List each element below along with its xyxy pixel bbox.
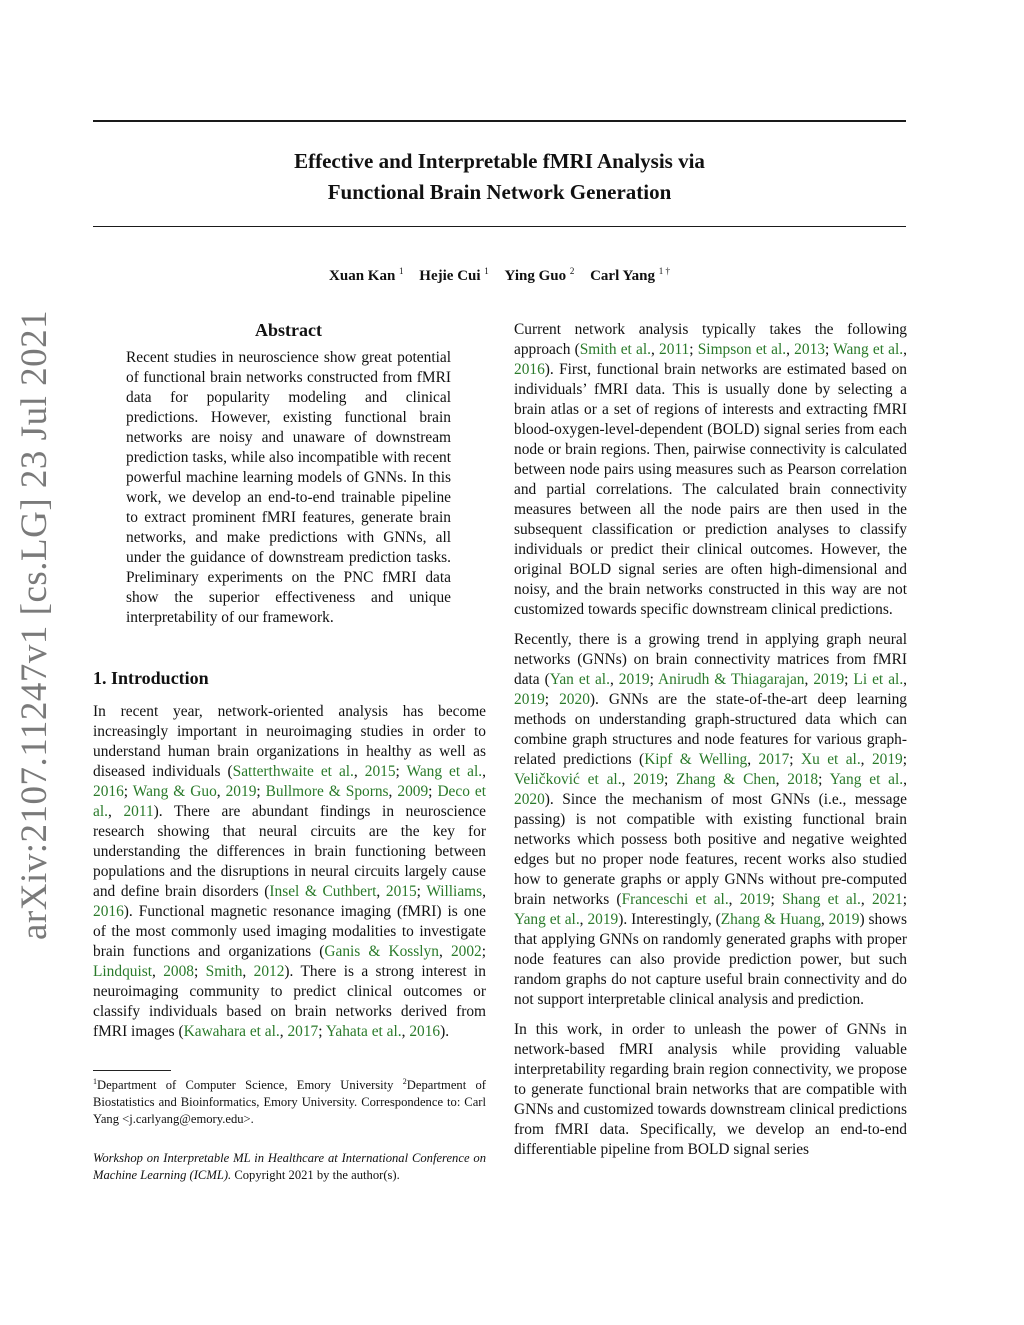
- text-run: ;: [902, 751, 907, 768]
- citation-link[interactable]: 2016: [93, 783, 124, 800]
- footnote-affiliation-2: Department of Biostatistics and Bioinformatics, Emory University. Correspondence to: Carl Yang <j.carlyang@emory.edu>.: [93, 1078, 486, 1127]
- text-run: ;: [194, 963, 206, 980]
- text-run: In recent year, network-oriented analysis has become increasingly important in neuroimaging studies in order to understand human brain organizations in healthy as well as diseased individuals (: [93, 703, 486, 780]
- text-run: ;: [789, 751, 801, 768]
- author: [329, 268, 404, 284]
- citation-link[interactable]: Xu et al.: [800, 751, 861, 768]
- right-column-text: [514, 320, 907, 1160]
- citation-link[interactable]: 2017: [287, 1023, 319, 1040]
- text-run: ,: [860, 891, 872, 908]
- text-run: ).: [440, 1023, 450, 1040]
- citation-link[interactable]: 2019: [514, 691, 545, 708]
- citation-link[interactable]: Yahata et al.: [325, 1023, 402, 1040]
- citation-link[interactable]: 2008: [163, 963, 194, 980]
- citation-link[interactable]: Yan et al.: [549, 671, 610, 688]
- citation-link[interactable]: Wang et al.: [833, 341, 904, 358]
- text-run: ;: [544, 691, 560, 708]
- text-run: ;: [416, 883, 427, 900]
- workshop-notice: [93, 1150, 486, 1184]
- text-run: ,: [107, 803, 124, 820]
- text-run: ;: [664, 771, 677, 788]
- text-run: ,: [438, 943, 451, 960]
- body-paragraph: [514, 630, 907, 1010]
- text-run: ,: [152, 963, 164, 980]
- footnote-rule: [93, 1070, 171, 1071]
- text-run: ). GNNs are the state-of-the-art deep learning methods on understanding graph-structured data which can combine graph structures and node features for various graph-related predictions (: [514, 691, 907, 768]
- citation-link[interactable]: 2020: [514, 791, 545, 808]
- author-affiliation: 1: [484, 266, 489, 276]
- citation-link[interactable]: Simpson et al.: [697, 341, 787, 358]
- citation-link[interactable]: 2002: [450, 943, 482, 960]
- author: [505, 268, 575, 284]
- citation-link[interactable]: Bullmore & Sporns: [265, 783, 389, 800]
- arxiv-identifier: arXiv:2107.11247v1 [cs.LG] 23 Jul 2021: [14, 309, 55, 940]
- copyright-notice: Copyright 2021 by the author(s).: [231, 1168, 400, 1182]
- introduction-text: [93, 702, 486, 1042]
- text-run: ). Interestingly, (: [618, 911, 721, 928]
- text-run: ,: [621, 771, 634, 788]
- affiliation-footnote: [93, 1073, 486, 1128]
- text-run: ,: [903, 671, 908, 688]
- citation-link[interactable]: 2019: [871, 751, 903, 768]
- citation-link[interactable]: Yang et al.: [514, 911, 580, 928]
- author: [419, 268, 489, 284]
- text-run: ;: [824, 341, 834, 358]
- citation-link[interactable]: 2019: [587, 911, 619, 928]
- text-run: Recently, there is a growing trend in applying graph neural networks (GNNs) on brain connectivity matrices from fMRI data (: [514, 631, 907, 688]
- citation-link[interactable]: Anirudh & Thiagarajan: [658, 671, 805, 688]
- citation-link[interactable]: 2020: [559, 691, 590, 708]
- intro-paragraph: [93, 702, 486, 1042]
- text-run: ;: [649, 671, 659, 688]
- author-list: [93, 260, 906, 287]
- citation-link[interactable]: Li et al.: [853, 671, 904, 688]
- citation-link[interactable]: 2019: [739, 891, 771, 908]
- section-heading-introduction: 1. Introduction: [93, 668, 209, 688]
- title-line-2: Functional Brain Network Generation: [327, 180, 672, 204]
- citation-link[interactable]: Franceschi et al.: [621, 891, 729, 908]
- text-run: ,: [903, 771, 907, 788]
- citation-link[interactable]: Insel & Cuthbert: [269, 883, 377, 900]
- text-run: ,: [747, 751, 759, 768]
- citation-link[interactable]: 2011: [659, 341, 690, 358]
- text-run: ) shows that applying GNNs on randomly generated graphs with proper node features can also provide prediction power, but such random graphs do not capture useful brain connectivity and do not support interpretable clinical analysis and prediction.: [514, 911, 907, 1008]
- citation-link[interactable]: Smith et al.: [579, 341, 651, 358]
- citation-link[interactable]: Smith: [205, 963, 243, 980]
- text-run: ,: [650, 341, 660, 358]
- abstract-heading: Abstract: [255, 320, 322, 340]
- text-run: ;: [395, 763, 407, 780]
- footnote-affiliation-1: Department of Computer Science, Emory University: [97, 1078, 403, 1093]
- citation-link[interactable]: Wang et al.: [406, 763, 483, 780]
- footnote-mark: 1: [93, 1077, 97, 1086]
- title-rule-top: [93, 120, 906, 122]
- author-affiliation: 2: [569, 266, 575, 276]
- citation-link[interactable]: 2019: [813, 671, 845, 688]
- citation-link[interactable]: 2019: [633, 771, 665, 788]
- citation-link[interactable]: 2018: [787, 771, 819, 788]
- text-run: ,: [242, 963, 254, 980]
- citation-link[interactable]: 2021: [871, 891, 903, 908]
- author-affiliation: 1: [399, 266, 404, 276]
- citation-link[interactable]: 2013: [794, 341, 825, 358]
- text-run: ,: [401, 1023, 410, 1040]
- text-run: ;: [481, 943, 486, 960]
- text-run: In this work, in order to unleash the power of GNNs in network-based fMRI analysis while providing valuable interpretability regarding brain region connectivity, we propose to generate functional brain networks that are compatible with GNNs and customized towards downstream clinical predictions from fMRI data. Specifically, we develop an end-to-end differentiable pipeline from BOLD signal series: [514, 1021, 907, 1158]
- citation-link[interactable]: 2011: [123, 803, 154, 820]
- author: [590, 268, 670, 284]
- title-rule-bottom: [93, 226, 906, 227]
- citation-link[interactable]: Satterthwaite et al.: [232, 763, 354, 780]
- text-run: ,: [482, 883, 486, 900]
- text-run: ,: [376, 883, 386, 900]
- citation-link[interactable]: Zhang & Chen: [676, 771, 776, 788]
- citation-link[interactable]: Wang & Guo: [132, 783, 217, 800]
- citation-link[interactable]: 2017: [758, 751, 790, 768]
- title-line-1: Effective and Interpretable fMRI Analysis via: [294, 149, 705, 173]
- citation-link[interactable]: 2016: [514, 361, 545, 378]
- text-run: ,: [388, 783, 398, 800]
- text-run: ;: [844, 671, 854, 688]
- text-run: ;: [818, 771, 830, 788]
- citation-link[interactable]: Williams: [426, 883, 483, 900]
- abstract-text: [126, 348, 451, 628]
- text-run: ). Functional magnetic resonance imaging (fMRI) is one of the most commonly used imaging modalities to investigate brain functions and organizations (: [93, 903, 486, 960]
- text-run: ,: [860, 751, 872, 768]
- citation-link[interactable]: Kipf & Welling: [644, 751, 748, 768]
- author-name: Xuan Kan: [329, 268, 396, 284]
- text-run: ,: [786, 341, 795, 358]
- body-paragraph: [514, 320, 907, 620]
- text-run: ,: [804, 671, 814, 688]
- text-run: ,: [279, 1023, 288, 1040]
- citation-link[interactable]: Zhang & Huang: [720, 911, 821, 928]
- text-run: ). There is a strong interest in neuroimaging community to predict clinical outcomes or classify individuals based on brain networks derived from fMRI images (: [93, 963, 487, 1040]
- text-run: ). Since the mechanism of most GNNs (i.e., message passing) is not compatible with existing functional brain networks which possess both positive and negative weighted edges but no proper node features, recent works also studied how to generate graphs or apply GNNs without pre-computed brain networks (: [514, 791, 907, 908]
- citation-link[interactable]: 2009: [397, 783, 429, 800]
- citation-link[interactable]: Lindquist: [93, 963, 152, 980]
- author-name: Hejie Cui: [419, 268, 481, 284]
- citation-link[interactable]: Shang et al.: [781, 891, 861, 908]
- text-run: ,: [820, 911, 829, 928]
- text-run: ;: [902, 891, 907, 908]
- author-name: Carl Yang: [590, 268, 655, 284]
- text-run: ,: [609, 671, 619, 688]
- text-run: ). First, functional brain networks are estimated based on individuals’ fMRI data. This is usually done by selecting a brain atlas or a set of regions of interests and extracting fMRI blood-oxygen-level-dependent (BOLD) signal series from each node or brain regions. Then, pairwise connectivity is calculated between node pairs using measures such as Pearson correlation and partial correlations. The calculated brain connectivity measures between all the node pairs are then used in the subsequent classification or prediction analyses to classify individuals or predict their clinical outcomes. However, the original BOLD signal series are often high-dimensional and noisy, and the brain networks constructed in this way are not customized towards specific downstream clinical predictions.: [514, 361, 907, 618]
- author-name: Ying Guo: [504, 268, 567, 284]
- citation-link[interactable]: 2016: [93, 903, 124, 920]
- citation-link[interactable]: Kawahara et al.: [183, 1023, 280, 1040]
- text-run: ;: [689, 341, 698, 358]
- text-run: ;: [428, 783, 438, 800]
- citation-link[interactable]: Ganis & Kosslyn: [324, 943, 439, 960]
- citation-link[interactable]: Veličković et al.: [514, 771, 622, 788]
- text-run: ,: [216, 783, 226, 800]
- text-run: ;: [318, 1023, 326, 1040]
- abstract-paragraph: Recent studies in neuroscience show great potential of functional brain networks constructed from fMRI data for popularity modeling and clinical predictions. However, existing functional brain networks are noisy and unaware of downstream prediction tasks, while also incompatible with recent powerful machine learning models of GNNs. In this work, we develop an end-to-end trainable pipeline to extract prominent fMRI features, generate brain networks, and make predictions with GNNs, all under the guidance of downstream prediction tasks. Preliminary experiments on the PNC fMRI data show the superior effectiveness and unique interpretability of our framework.: [126, 349, 451, 626]
- citation-link[interactable]: Deco et al.: [93, 783, 487, 820]
- text-run: ;: [123, 783, 133, 800]
- text-run: ). There are abundant findings in neuroscience research showing that neural circuits are the key for understanding the differences in brain functioning between populations and the disruptions in neural circuits largely cause and define brain disorders (: [93, 803, 486, 900]
- author-affiliation: 1 †: [658, 266, 670, 276]
- citation-link[interactable]: 2015: [364, 763, 396, 780]
- text-run: ,: [728, 891, 740, 908]
- text-run: ,: [579, 911, 588, 928]
- citation-link[interactable]: 2016: [409, 1023, 441, 1040]
- text-run: ;: [256, 783, 266, 800]
- text-run: ,: [353, 763, 365, 780]
- text-run: ,: [482, 763, 486, 780]
- body-paragraph: [514, 1020, 907, 1160]
- paper-title: [93, 146, 906, 208]
- text-run: ;: [770, 891, 782, 908]
- citation-link[interactable]: 2019: [828, 911, 860, 928]
- citation-link[interactable]: 2012: [253, 963, 285, 980]
- text-run: Current network analysis typically takes the following approach (: [514, 321, 907, 358]
- citation-link[interactable]: Yang et al.: [829, 771, 904, 788]
- text-run: ,: [775, 771, 788, 788]
- citation-link[interactable]: 2019: [225, 783, 257, 800]
- footnote-mark: 2: [402, 1077, 407, 1086]
- citation-link[interactable]: 2019: [618, 671, 650, 688]
- citation-link[interactable]: 2015: [385, 883, 417, 900]
- workshop-venue: Workshop on Interpretable ML in Healthcare at International Conference on Machine Learning (ICML).: [93, 1151, 486, 1182]
- text-run: ,: [903, 341, 907, 358]
